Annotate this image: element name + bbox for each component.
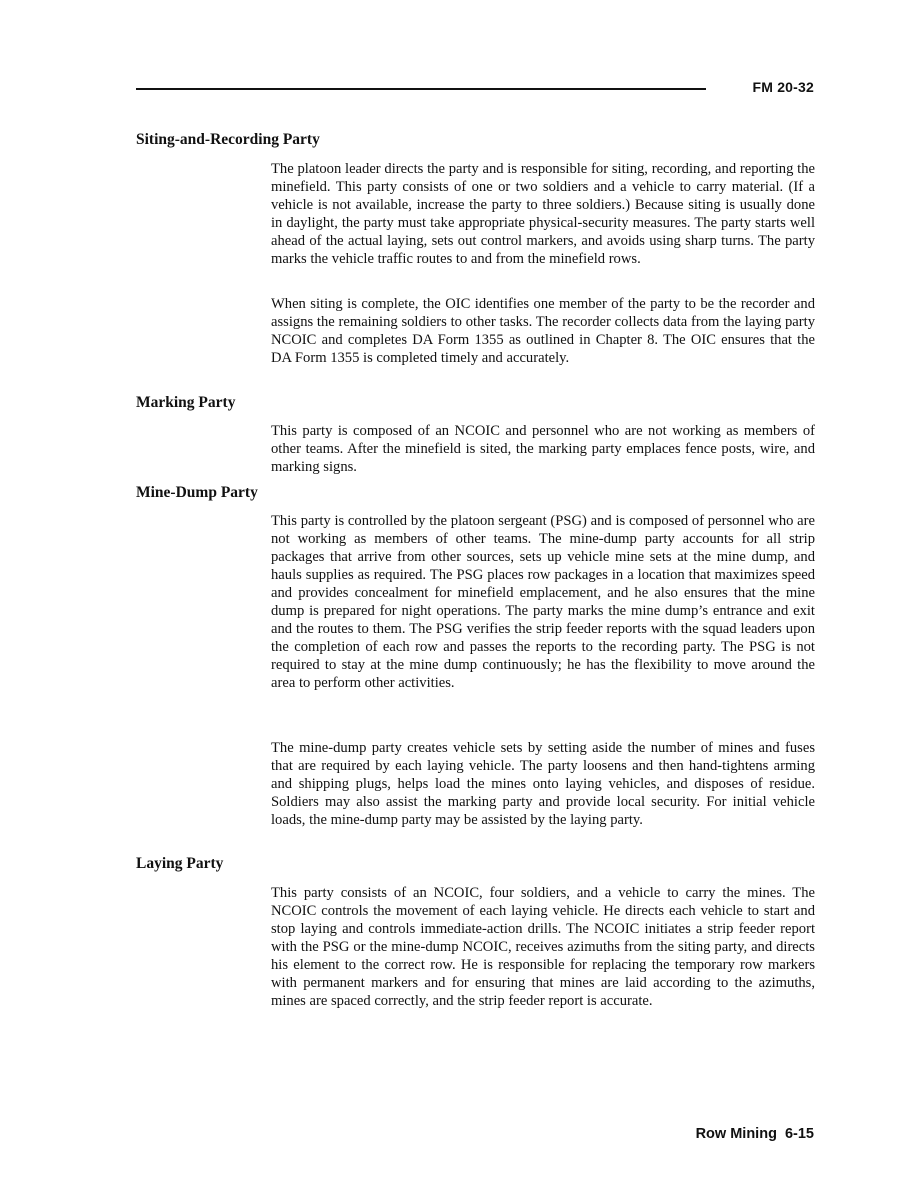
section-heading-laying: Laying Party [136, 855, 224, 872]
paragraph-laying-1: This party consists of an NCOIC, four soldiers, and a vehicle to carry the mines. The NCOIC controls the movement of each laying vehicle. He directs each vehicle to start and stop laying and controls immediate-action drills. The NCOIC initiates a strip feeder report with the PSG or the mine-dump NCOIC, receives azimuths from the siting party, and directs his element to the correct row. He is responsible for replacing the temporary row markers with permanent markers and for ensuring that mines are laid according to the azimuths, mines are spaced correctly, and the strip feeder report is accurate. [271, 885, 815, 1009]
page-footer: Row Mining 6-15 [695, 1126, 814, 1142]
section-heading-mine-dump: Mine-Dump Party [136, 484, 258, 501]
paragraph-siting-2: When siting is complete, the OIC identifies one member of the party to be the recorder and assigns the remaining soldiers to other tasks. The recorder collects data from the laying party NCOIC and completes DA Form 1355 as outlined in Chapter 8. The OIC ensures that the DA Form 1355 is completed timely and accurately. [271, 296, 815, 366]
paragraph-siting-1: The platoon leader directs the party and is responsible for siting, recording, and reporting the minefield. This party consists of one or two soldiers and a vehicle to carry material. (If a vehicle is not available, increase the party to three soldiers.) Because siting is usually done in daylight, the party must take appropriate physical-security measures. The party starts well ahead of the actual laying, sets out control markers, and avoids using sharp turns. The party marks the vehicle traffic routes to and from the minefield rows. [271, 161, 815, 267]
paragraph-mine-dump-2: The mine-dump party creates vehicle sets by setting aside the number of mines and fuses that are required by each laying vehicle. The party loosens and then hand-tightens arming and shipping plugs, helps load the mines onto laying vehicles, and disposes of residue. Soldiers may also assist the marking party and provide local security. For initial vehicle loads, the mine-dump party may be assisted by the laying party. [271, 740, 815, 828]
paragraph-marking-1: This party is composed of an NCOIC and personnel who are not working as members of other teams. After the minefield is sited, the marking party emplaces fence posts, wire, and marking signs. [271, 423, 815, 475]
header-rule [136, 88, 706, 90]
section-heading-siting-and-recording: Siting-and-Recording Party [136, 131, 320, 148]
document-id: FM 20-32 [752, 79, 814, 95]
section-heading-marking: Marking Party [136, 394, 236, 411]
paragraph-mine-dump-1: This party is controlled by the platoon sergeant (PSG) and is composed of personnel who are not working as members of other teams. The mine-dump party accounts for all strip packages that arrive from other sources, sets up vehicle mine sets at the mine dump, and hauls supplies as required. The PSG places row packages in a location that maximizes speed and provides concealment for minefield emplacement, and he also ensures that the mine dump is prepared for night operations. The party marks the mine dump’s entrance and exit and the routes to them. The PSG verifies the strip feeder reports with the squad leaders upon the completion of each row and passes the reports to the recording party. The PSG is not required to stay at the mine dump continuously; he has the flexibility to move around the area to perform other activities. [271, 513, 815, 691]
